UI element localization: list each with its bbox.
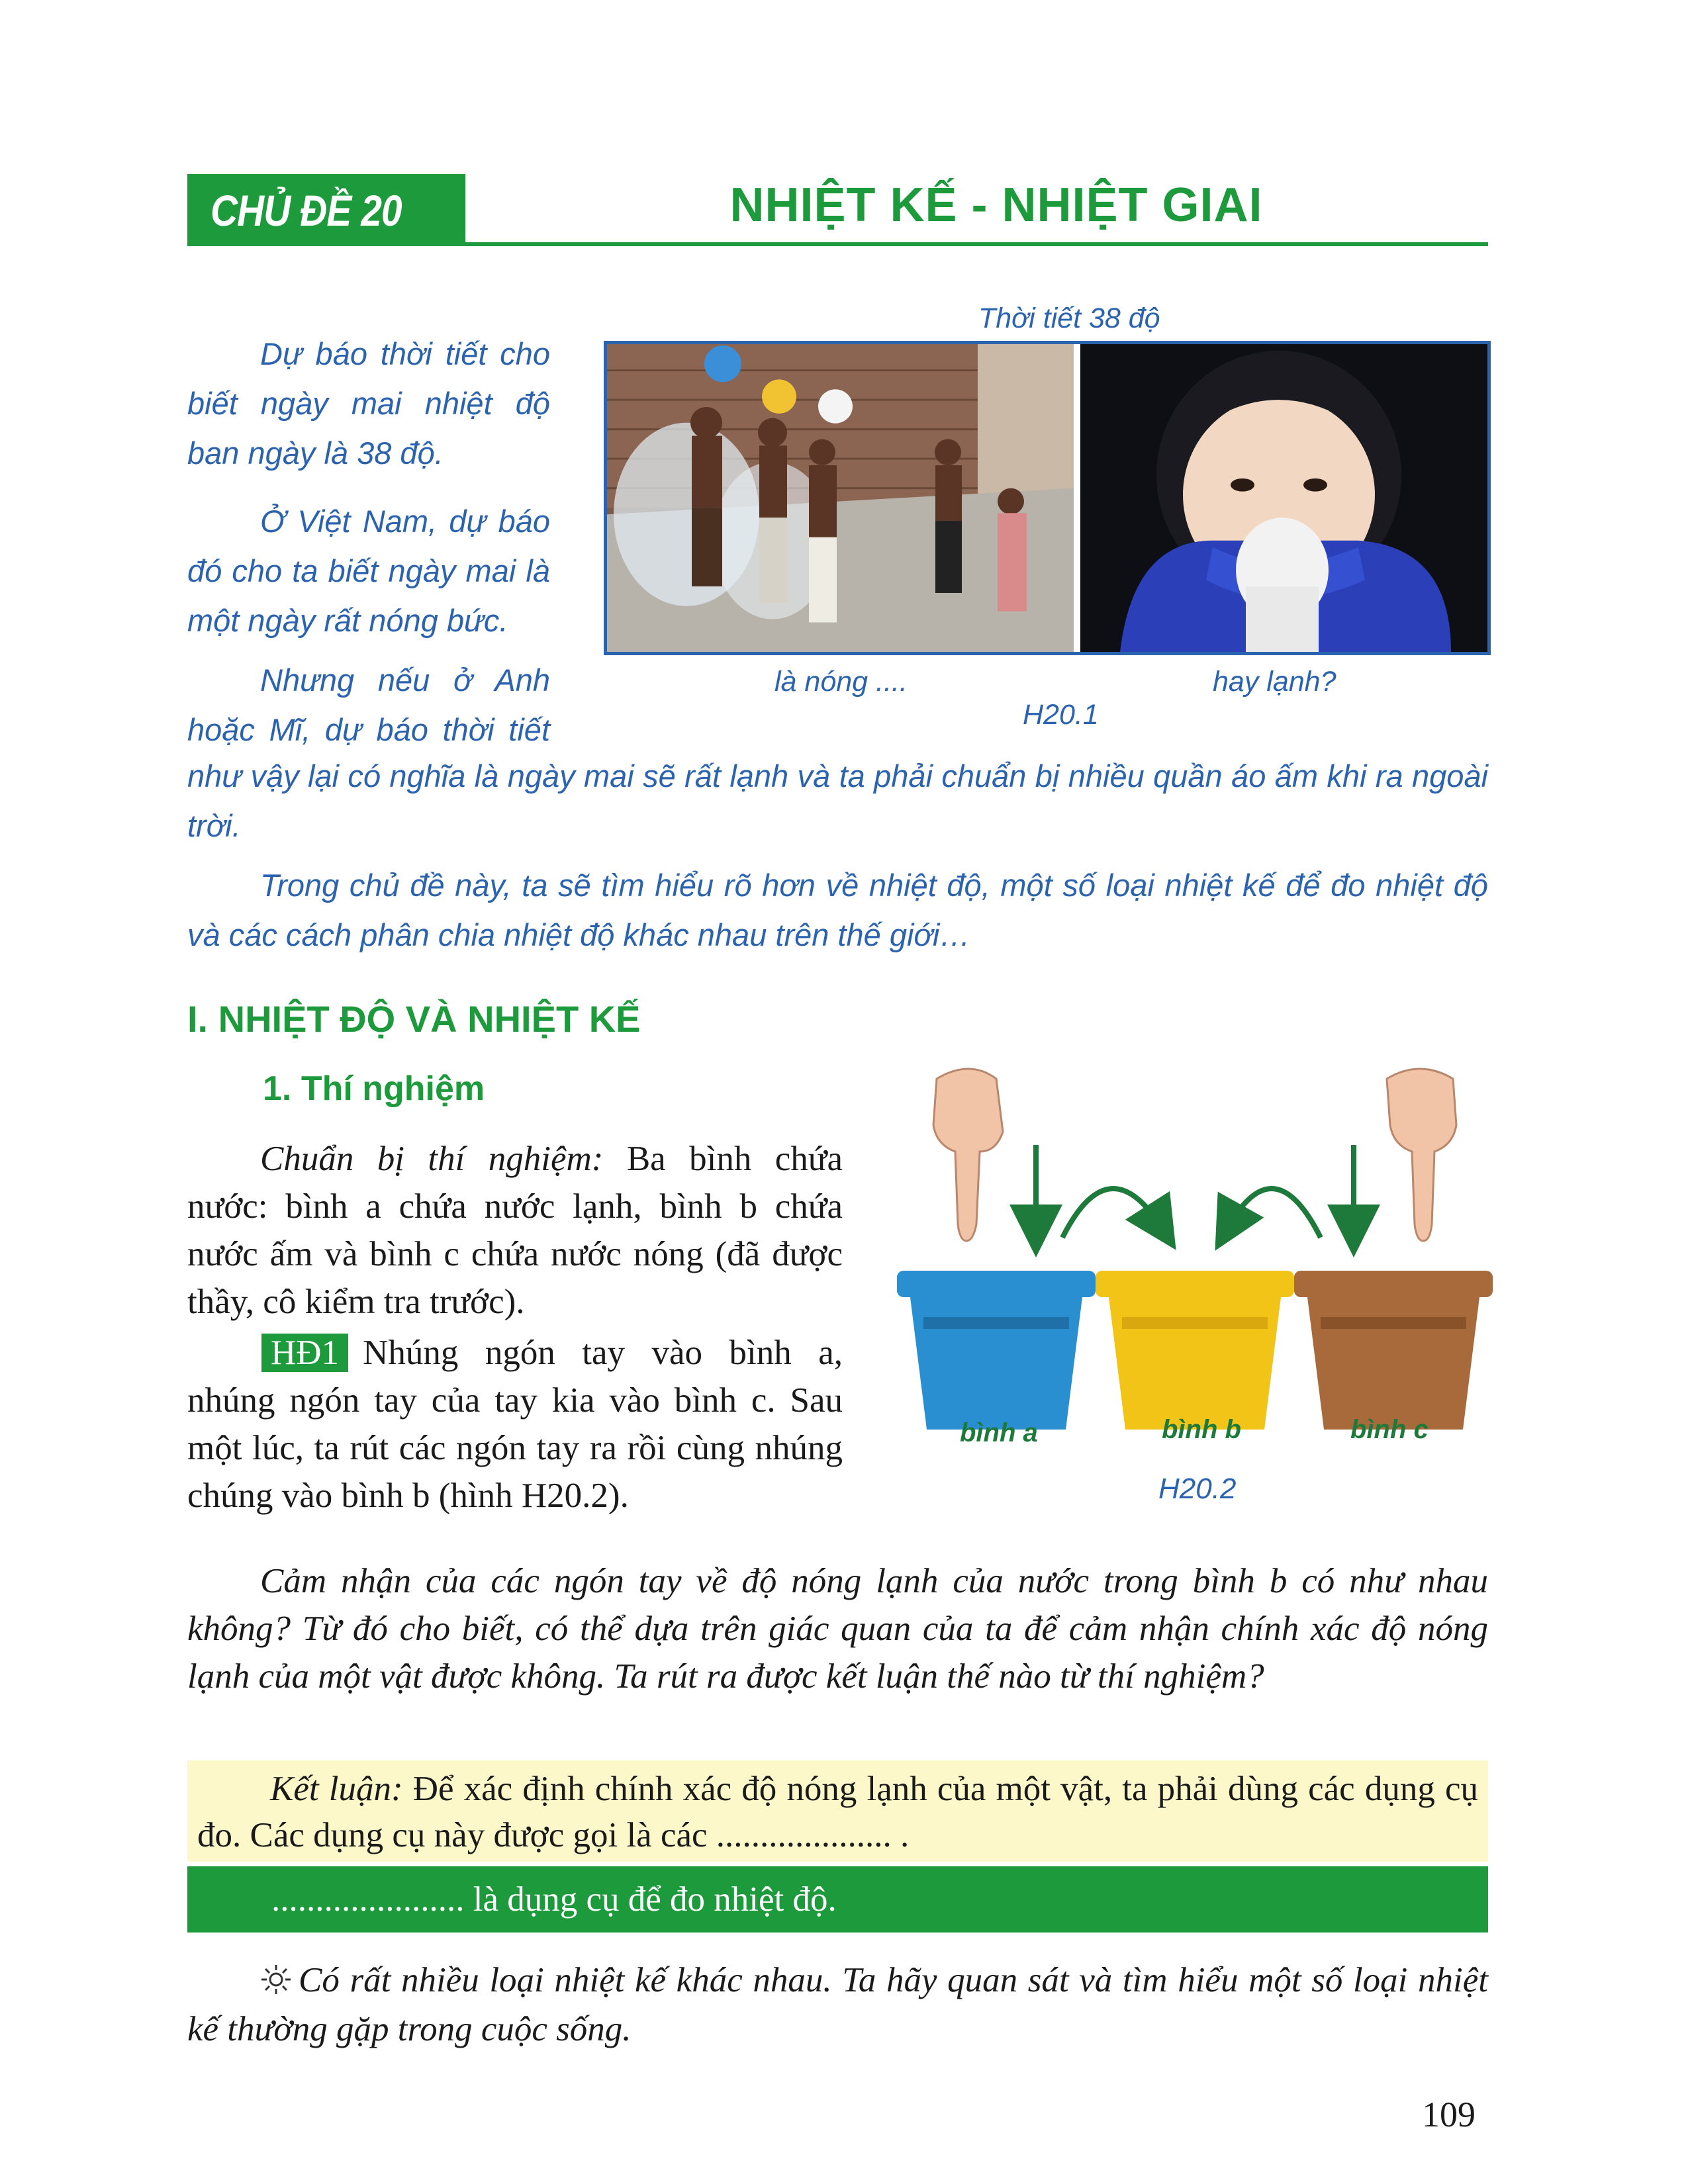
activity-text: Nhúng ngón tay vào bình a, nhúng ngón tay của tay kia vào bình c. Sau một lúc, ta rút các ngón tay ra rồi cùng nhúng chúng vào bình b (hình H20.2). xyxy=(187,1334,843,1515)
final-note xyxy=(187,1956,1488,2054)
page-number: 109 xyxy=(1422,2095,1476,2134)
preparation-label: Chuẩn bị thí nghiệm: xyxy=(260,1140,604,1178)
down-arrow-icon xyxy=(1036,1145,1354,1231)
pot-b-label: bình b xyxy=(1162,1415,1241,1444)
header-rule xyxy=(187,242,1488,246)
cold-weather-photo xyxy=(1080,344,1487,652)
page-title: NHIỆT KẾ - NHIỆT GIAI xyxy=(729,179,1263,232)
intro-paragraph-3-rest: như vậy lại có nghĩa là ngày mai sẽ rất lạnh và ta phải chuẩn bị nhiều quần áo ấm khi ra ngoài trời. xyxy=(187,758,1488,843)
intro-paragraph-2: Ở Việt Nam, dự báo đó cho ta biết ngày mai là một ngày rất nóng bức. xyxy=(187,504,550,638)
figure1-caption-top: Thời tiết 38 độ xyxy=(978,302,1160,334)
hot-weather-photo xyxy=(607,344,1074,652)
preparation-paragraph xyxy=(187,1135,843,1326)
pot-c-label: bình c xyxy=(1350,1415,1429,1444)
chapter-label: CHỦ ĐỀ 20 xyxy=(211,186,402,235)
pot-c xyxy=(1294,1271,1493,1430)
figure1-caption-right: hay lạnh? xyxy=(1213,666,1336,698)
pot-b xyxy=(1096,1271,1294,1430)
conclusion-label: Kết luận: xyxy=(270,1770,403,1808)
hd1-badge: HĐ1 xyxy=(261,1334,348,1372)
curved-arrow-icon xyxy=(1062,1189,1321,1238)
figure1-label: H20.1 xyxy=(1023,699,1099,731)
pot-a-label: bình a xyxy=(960,1418,1038,1447)
figure1-caption-left: là nóng .... xyxy=(774,666,908,698)
intro-paragraph-3-line-2: hoặc Mĩ, dự báo thời tiết xyxy=(187,712,550,747)
preparation-text: Ba bình chứa nước: bình a chứa nước lạnh, bình b chứa nước ấm và bình c chứa nước nóng (đã được thầy, cô kiểm tra trước). xyxy=(187,1140,843,1321)
pot-a xyxy=(897,1271,1096,1430)
right-hand-icon xyxy=(1387,1069,1456,1241)
figure2-pots xyxy=(897,1059,1493,1456)
figure2-label: H20.2 xyxy=(1158,1473,1237,1505)
left-hand-icon xyxy=(933,1069,1003,1241)
intro-paragraph-1: Dự báo thời tiết cho biết ngày mai nhiệt độ ban ngày là 38 độ. xyxy=(187,336,550,471)
intro-paragraph-3-line-1: Nhưng nếu ở Anh xyxy=(260,662,550,698)
conclusion-body: Để xác định chính xác độ nóng lạnh của một vật, ta phải dùng các dụng cụ đo. Các dụng cụ này được gọi là các .................... . xyxy=(197,1770,1478,1854)
subsection-heading: 1. Thí nghiệm xyxy=(263,1069,485,1108)
conclusion-text xyxy=(197,1766,1478,1858)
activity-paragraph xyxy=(187,1329,843,1520)
question-paragraph: Cảm nhận của các ngón tay về độ nóng lạnh của nước trong bình b có như nhau không? Từ đó cho biết, có thể dựa trên giác quan của ta để cảm nhận chính xác độ nóng lạnh của một vật được không. Ta rút ra được kết luận thế nào từ thí nghiệm? xyxy=(187,1562,1488,1696)
final-note-text: Có rất nhiều loại nhiệt kế khác nhau. Ta hãy quan sát và tìm hiểu một số loại nhiệt kế thường gặp trong cuộc sống. xyxy=(187,1961,1488,2048)
intro-paragraph-4: Trong chủ đề này, ta sẽ tìm hiểu rõ hơn về nhiệt độ, một số loại nhiệt kế để đo nhiệt độ và các cách phân chia nhiệt độ khác nhau trên thế giới… xyxy=(187,868,1488,952)
section-heading: I. NHIỆT ĐỘ VÀ NHIỆT KẾ xyxy=(187,998,641,1040)
sun-icon xyxy=(260,1964,292,1995)
definition-text: ...................... là dụng cụ để đo nhiệt độ. xyxy=(271,1880,837,1919)
figure1-photos xyxy=(604,341,1491,655)
